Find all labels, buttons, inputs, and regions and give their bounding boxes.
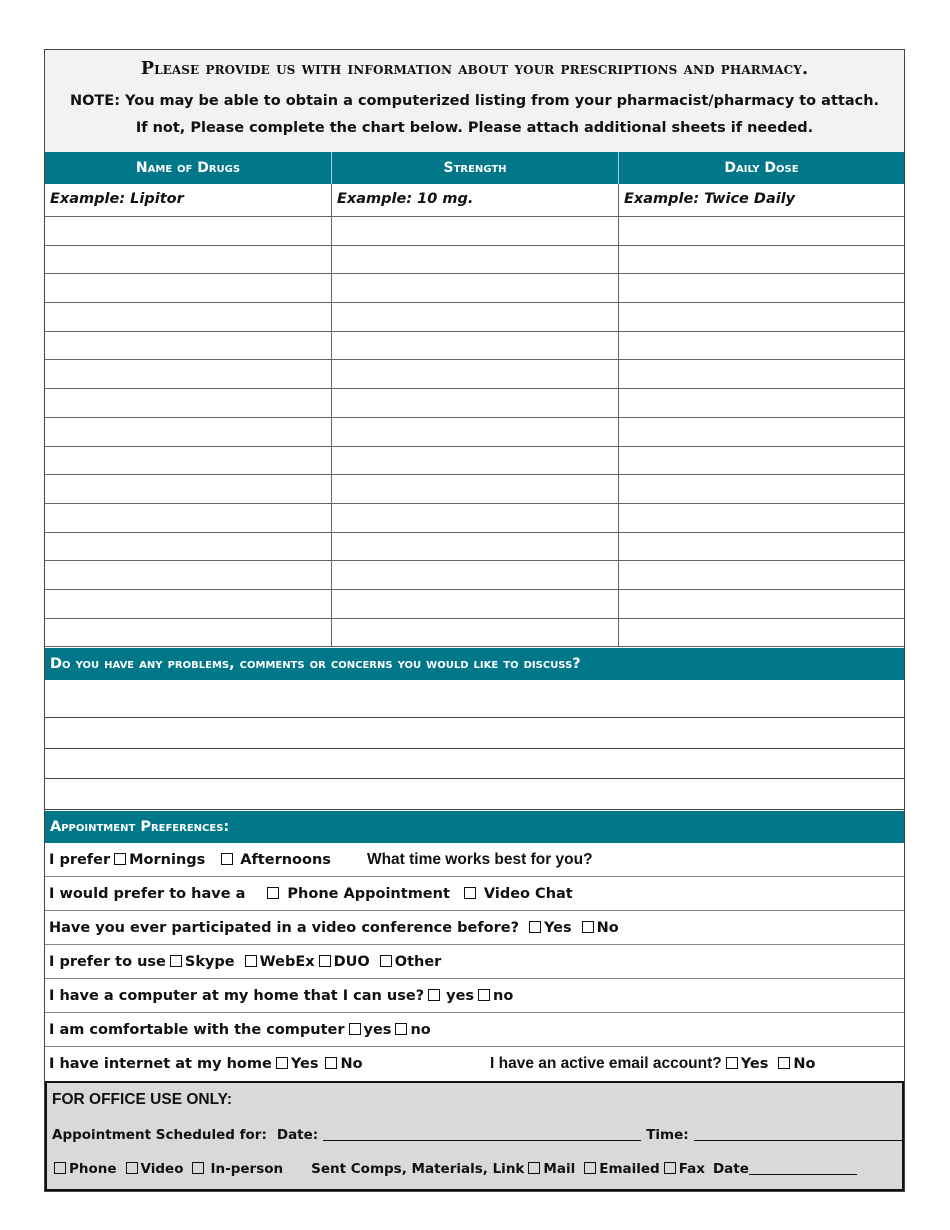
in-person-checkbox[interactable] — [192, 1162, 204, 1174]
dose-cell[interactable] — [619, 590, 904, 618]
strength-cell[interactable] — [332, 561, 619, 589]
video-checkbox[interactable] — [126, 1162, 138, 1174]
table-row — [45, 619, 904, 648]
table-row — [45, 389, 904, 418]
comment-line[interactable] — [45, 680, 904, 718]
table-row — [45, 475, 904, 504]
dose-cell[interactable] — [619, 332, 904, 360]
note-text-2: If not, Please complete the chart below. Please attach additional sheets if needed. — [135, 120, 814, 136]
label: I have a computer at my home that I can use? — [49, 988, 425, 1004]
no-checkbox[interactable] — [395, 1023, 407, 1035]
office-use-section — [45, 1081, 904, 1191]
platform-row — [45, 945, 904, 979]
option-label: Video — [140, 1161, 184, 1177]
table-row — [45, 332, 904, 361]
option-label: no — [493, 988, 514, 1004]
option-label: Afternoons — [240, 852, 331, 868]
example-dose: Example: Twice Daily — [624, 191, 796, 207]
column-header-dose: Daily Dose — [724, 160, 799, 176]
strength-cell[interactable] — [332, 533, 619, 561]
yes-checkbox[interactable] — [349, 1023, 361, 1035]
label: Have you ever participated in a video conference before? — [49, 920, 520, 936]
drug-table-header — [45, 152, 904, 184]
scheduled-line — [52, 1127, 904, 1143]
comments-area — [45, 680, 904, 810]
option-label: No — [793, 1056, 816, 1072]
option-label: Yes — [290, 1056, 319, 1072]
dose-cell[interactable] — [619, 389, 904, 417]
option-label: Skype — [184, 954, 235, 970]
appointment-preferences — [45, 843, 904, 1081]
drug-name-cell[interactable] — [45, 590, 332, 618]
option-label: Yes — [740, 1056, 769, 1072]
drug-name-cell[interactable] — [45, 418, 332, 446]
drug-name-cell[interactable] — [45, 360, 332, 388]
drug-name-cell[interactable] — [45, 303, 332, 331]
option-label: WebEx — [259, 954, 315, 970]
fax-checkbox[interactable] — [664, 1162, 676, 1174]
label: Date — [712, 1161, 749, 1177]
dose-cell[interactable] — [619, 360, 904, 388]
option-label: Yes — [544, 920, 572, 936]
option-label: In-person — [210, 1161, 284, 1177]
strength-cell[interactable] — [332, 360, 619, 388]
drug-name-cell[interactable] — [45, 389, 332, 417]
column-header-strength: Strength — [332, 152, 619, 184]
option-label: Other — [394, 954, 442, 970]
drug-name-cell[interactable] — [45, 274, 332, 302]
comment-line[interactable] — [45, 718, 904, 749]
no-checkbox[interactable] — [478, 989, 490, 1001]
table-row — [45, 504, 904, 533]
time-field[interactable] — [694, 1128, 904, 1141]
strength-cell[interactable] — [332, 418, 619, 446]
webex-checkbox[interactable] — [245, 955, 257, 967]
email-no-checkbox[interactable] — [778, 1057, 790, 1069]
dose-cell[interactable] — [619, 504, 904, 532]
drug-name-cell[interactable] — [45, 332, 332, 360]
example-row — [45, 184, 904, 217]
example-drug: Example: Lipitor — [45, 184, 332, 216]
office-title: FOR OFFICE USE ONLY: — [52, 1091, 232, 1108]
dose-cell[interactable] — [619, 274, 904, 302]
afternoons-checkbox[interactable] — [221, 853, 233, 865]
no-checkbox[interactable] — [582, 921, 594, 933]
table-row — [45, 533, 904, 562]
strength-cell[interactable] — [332, 504, 619, 532]
comment-line[interactable] — [45, 779, 904, 810]
table-row — [45, 360, 904, 389]
strength-cell[interactable] — [332, 590, 619, 618]
strength-cell[interactable] — [332, 389, 619, 417]
yes-checkbox[interactable] — [529, 921, 541, 933]
label: I prefer — [49, 852, 111, 868]
table-row — [45, 418, 904, 447]
dose-cell[interactable] — [619, 217, 904, 245]
email-question-group — [490, 1047, 816, 1081]
office-contact-line — [50, 1161, 857, 1177]
drug-table-body — [45, 184, 904, 647]
strength-cell[interactable] — [332, 619, 619, 647]
table-row — [45, 217, 904, 246]
option-label: yes — [446, 988, 475, 1004]
home-computer-row — [45, 979, 904, 1013]
label: Appointment Scheduled for: — [52, 1127, 267, 1143]
drug-name-cell[interactable] — [45, 561, 332, 589]
strength-cell[interactable] — [332, 475, 619, 503]
dose-cell[interactable] — [619, 561, 904, 589]
phone-appointment-checkbox[interactable] — [267, 887, 279, 899]
note-text: NOTE: You may be able to obtain a computerized listing from your pharmacist/pharmacy to attach. — [69, 93, 880, 109]
table-row — [45, 590, 904, 619]
internet-no-checkbox[interactable] — [325, 1057, 337, 1069]
video-chat-checkbox[interactable] — [464, 887, 476, 899]
form-header — [45, 50, 904, 153]
dose-cell[interactable] — [619, 246, 904, 274]
drug-name-cell[interactable] — [45, 619, 332, 647]
label: I prefer to use — [49, 954, 166, 970]
skype-checkbox[interactable] — [170, 955, 182, 967]
video-conference-row — [45, 911, 904, 945]
column-header-name: Name of Drugs — [45, 152, 332, 184]
option-label: Emailed — [599, 1161, 660, 1177]
example-strength: Example: 10 mg. — [332, 184, 619, 216]
option-label: Mornings — [129, 852, 206, 868]
strength-cell[interactable] — [332, 246, 619, 274]
dose-cell[interactable] — [619, 303, 904, 331]
table-row — [45, 447, 904, 476]
mail-checkbox[interactable] — [528, 1162, 540, 1174]
label: Sent Comps, Materials, Link — [311, 1161, 525, 1177]
strength-cell[interactable] — [332, 274, 619, 302]
drug-name-cell[interactable] — [45, 533, 332, 561]
option-label: No — [340, 1056, 363, 1072]
table-row — [45, 303, 904, 332]
yes-checkbox[interactable] — [428, 989, 440, 1001]
dose-cell[interactable] — [619, 418, 904, 446]
internet-yes-checkbox[interactable] — [276, 1057, 288, 1069]
internet-email-row — [45, 1047, 904, 1081]
table-row — [45, 246, 904, 275]
dose-cell[interactable] — [619, 475, 904, 503]
phone-checkbox[interactable] — [54, 1162, 66, 1174]
option-label: No — [596, 920, 619, 936]
time-question: What time works best for you? — [366, 851, 593, 868]
other-checkbox[interactable] — [380, 955, 392, 967]
dose-cell[interactable] — [619, 619, 904, 647]
date-field[interactable] — [323, 1128, 641, 1141]
time-preference-row — [45, 843, 904, 877]
mornings-checkbox[interactable] — [114, 853, 126, 865]
strength-cell[interactable] — [332, 332, 619, 360]
drug-name-cell[interactable] — [45, 447, 332, 475]
option-label: yes — [363, 1022, 392, 1038]
table-row — [45, 274, 904, 303]
label: I am comfortable with the computer — [49, 1022, 345, 1038]
label: Date: — [276, 1127, 319, 1143]
option-label: Phone — [69, 1161, 117, 1177]
drug-name-cell[interactable] — [45, 504, 332, 532]
sent-date-field[interactable] — [749, 1162, 857, 1175]
option-label: no — [410, 1022, 431, 1038]
duo-checkbox[interactable] — [319, 955, 331, 967]
option-label: DUO — [333, 954, 370, 970]
option-label: Video Chat — [483, 886, 573, 902]
prescription-form — [44, 49, 905, 1192]
drug-name-cell[interactable] — [45, 217, 332, 245]
appointment-heading: Appointment Preferences: — [45, 811, 904, 843]
label: I would prefer to have a — [49, 886, 246, 902]
strength-cell[interactable] — [332, 217, 619, 245]
drug-name-cell[interactable] — [45, 475, 332, 503]
comment-line[interactable] — [45, 749, 904, 780]
email-yes-checkbox[interactable] — [726, 1057, 738, 1069]
label: Time: — [646, 1127, 689, 1143]
label: I have internet at my home — [49, 1056, 272, 1072]
dose-cell[interactable] — [619, 533, 904, 561]
dose-cell[interactable] — [619, 447, 904, 475]
page-title: Please provide us with information about your prescriptions and pharmacy. — [140, 59, 809, 79]
table-row — [45, 561, 904, 590]
emailed-checkbox[interactable] — [584, 1162, 596, 1174]
drug-name-cell[interactable] — [45, 246, 332, 274]
label: I have an active email account? — [490, 1055, 722, 1072]
appointment-type-row — [45, 877, 904, 911]
strength-cell[interactable] — [332, 447, 619, 475]
concerns-heading: Do you have any problems, comments or concerns you would like to discuss? — [45, 648, 904, 680]
option-label: Mail — [543, 1161, 576, 1177]
option-label: Fax — [678, 1161, 705, 1177]
strength-cell[interactable] — [332, 303, 619, 331]
computer-comfort-row — [45, 1013, 904, 1047]
option-label: Phone Appointment — [287, 886, 450, 902]
